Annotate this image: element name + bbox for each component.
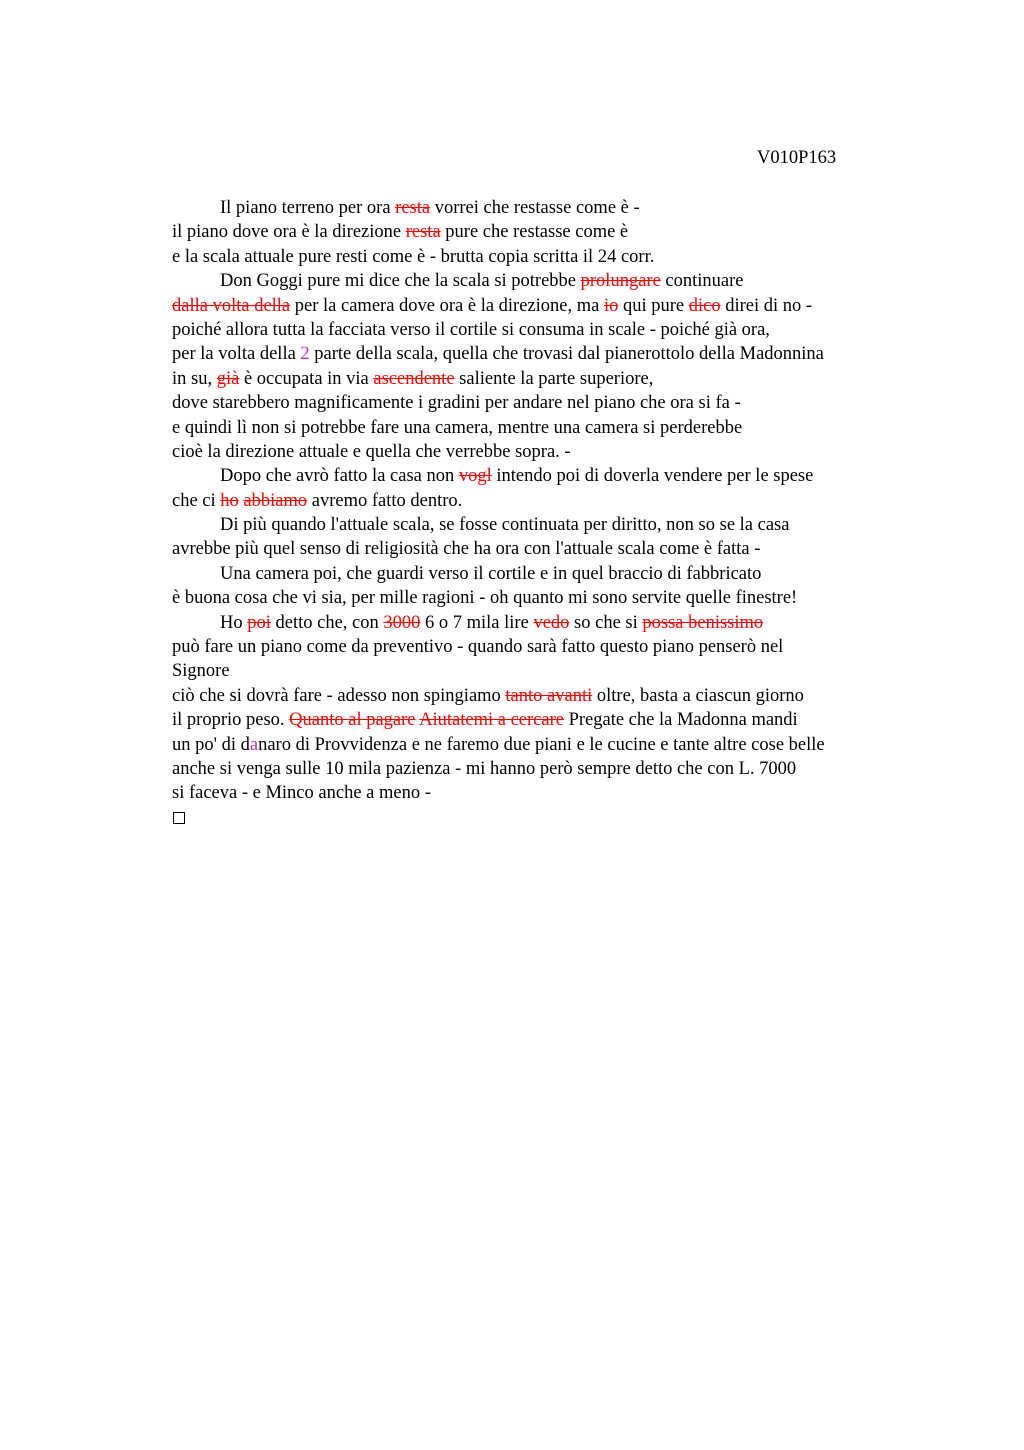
text-segment: parte della scala, quella che trovasi dal pianerottolo della Madonnina (309, 344, 824, 365)
text-segment: e la scala attuale pure resti come è - brutta copia scritta il 24 corr. (172, 246, 655, 267)
text-line (172, 781, 932, 805)
text-segment: Il piano terreno per ora (220, 198, 396, 218)
text-segment: naro di Provvidenza e ne faremo due piani e le cucine e tante altre cose belle (258, 734, 825, 755)
text-line (172, 464, 932, 488)
text-segment: un po' di d (172, 734, 250, 755)
text-line (172, 391, 932, 415)
text-segment: Di più quando l'attuale scala, se fosse continuata per diritto, non so se la casa (220, 515, 790, 536)
text-segment: direi di no - (720, 295, 813, 316)
text-segment: dove starebbero magnificamente i gradini per andare nel piano che ora si fa - (172, 393, 741, 414)
text-line (172, 416, 932, 440)
text-segment: cioè la direzione attuale e quella che verrebbe sopra. - (172, 441, 571, 462)
text-segment: avremo fatto dentro. (307, 490, 463, 511)
text-line (172, 367, 932, 391)
text-line (172, 586, 932, 610)
page-identifier: V010P163 (757, 148, 837, 168)
deleted-text: Aiutatemi a cercare (419, 710, 564, 731)
text-segment: pure che restasse come è (440, 222, 629, 243)
text-line (172, 537, 932, 561)
deleted-text: dico (688, 295, 721, 316)
text-segment: qui pure (618, 295, 689, 316)
deleted-text: resta (405, 222, 441, 243)
text-segment: il piano dove ora è la direzione (172, 222, 406, 243)
text-line (172, 489, 932, 513)
text-segment: può fare un piano come da preventivo - quando sarà fatto questo piano penserò nel (172, 637, 784, 658)
text-segment: continuare (660, 271, 744, 292)
letter-body (172, 196, 932, 830)
text-segment: il proprio peso. (172, 710, 290, 731)
text-segment: oltre, basta a ciascun giorno (592, 685, 804, 706)
text-segment: si faceva - e Minco anche a meno - (172, 783, 431, 804)
deleted-text: abbiamo (243, 490, 308, 511)
text-line (172, 269, 932, 293)
text-line (172, 562, 932, 586)
text-segment: per la camera dove ora è la direzione, ma (290, 295, 604, 316)
text-line (172, 659, 932, 683)
text-segment: so che si (569, 612, 643, 633)
inserted-text: 2 (300, 344, 310, 365)
text-segment: avrebbe più quel senso di religiosità che ha ora con l'attuale scala come è fatta - (172, 539, 761, 560)
text-line (172, 611, 932, 635)
text-line (172, 513, 932, 537)
deleted-text: prolungare (580, 271, 661, 292)
text-segment: vorrei che restasse come è - (430, 198, 640, 218)
text-segment: poiché allora tutta la facciata verso il cortile si consuma in scale - poiché già ora, (172, 319, 770, 340)
deleted-text: ho (220, 490, 239, 511)
text-segment: Dopo che avrò fatto la casa non (220, 466, 459, 487)
text-line (172, 757, 932, 781)
text-segment: Una camera poi, che guardi verso il cortile e in quel braccio di fabbricato (220, 563, 762, 584)
text-line (172, 220, 932, 244)
text-line (172, 440, 932, 464)
deleted-text: dalla volta della (172, 295, 291, 316)
deleted-text: io (603, 295, 619, 316)
text-line (172, 342, 932, 366)
deleted-text: 3000 (383, 612, 421, 633)
text-segment: Signore (172, 661, 230, 682)
text-line (172, 684, 932, 708)
deleted-text: possa benissimo (642, 612, 764, 633)
text-segment: Don Goggi pure mi dice che la scala si potrebbe (220, 271, 581, 292)
deleted-text: vedo (533, 612, 570, 633)
text-segment: in su, (172, 368, 217, 389)
text-segment: 6 o 7 mila lire (420, 612, 534, 633)
deleted-text: Quanto al pagare (289, 710, 416, 731)
text-segment: che ci (172, 490, 221, 511)
text-segment: e quindi lì non si potrebbe fare una camera, mentre una camera si perderebbe (172, 417, 743, 438)
deleted-text: resta (395, 198, 431, 218)
deleted-text: già (216, 368, 240, 389)
deleted-text: poi (247, 612, 271, 633)
text-line (172, 733, 932, 757)
text-segment: Ho (220, 612, 248, 633)
text-line (172, 708, 932, 732)
text-line (172, 294, 932, 318)
text-segment: anche si venga sulle 10 mila pazienza - mi hanno però sempre detto che con L. 7000 (172, 758, 797, 779)
empty-square-icon (173, 812, 185, 824)
deleted-text: tanto avanti (505, 685, 593, 706)
text-segment: saliente la parte superiore, (454, 368, 654, 389)
inserted-text: a (249, 734, 259, 755)
text-line (172, 635, 932, 659)
text-segment: intendo poi di doverla vendere per le spese (491, 466, 814, 487)
deleted-text: ascendente (373, 368, 455, 389)
text-line (172, 318, 932, 342)
text-segment: è occupata in via (239, 368, 374, 389)
text-segment: per la volta della (172, 344, 301, 365)
text-segment: detto che, con (270, 612, 384, 633)
end-marker-line (172, 806, 932, 830)
text-segment: Pregate che la Madonna mandi (563, 710, 798, 731)
text-segment: è buona cosa che vi sia, per mille ragioni - oh quanto mi sono servite quelle finestre! (172, 588, 798, 609)
text-line (172, 245, 932, 269)
text-line (172, 196, 932, 220)
deleted-text: vogl (458, 466, 492, 487)
text-segment: ciò che si dovrà fare - adesso non spingiamo (172, 685, 506, 706)
